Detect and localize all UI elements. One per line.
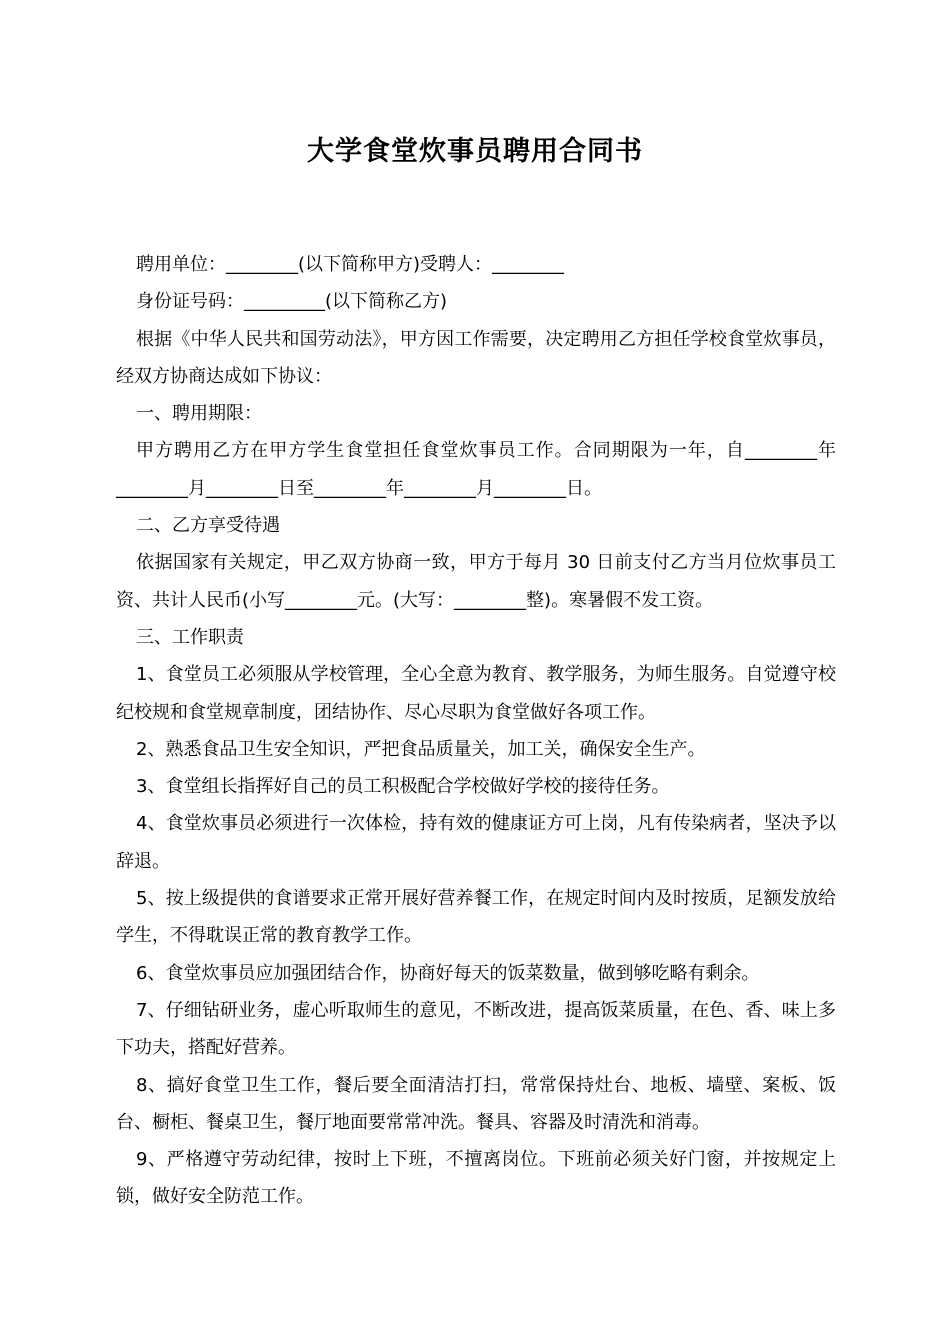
benefits-paragraph: 依据国家有关规定，甲乙双方协商一致，甲方于每月 30 日前支付乙方当月位炊事员工资、共计人民币(小写________元。(大写：________整)。寒暑假不发工资。 — [116, 552, 836, 611]
duty-item-6: 6、食堂炊事员应加强团结合作，协商好每天的饭菜数量，做到够吃略有剩余。 — [136, 962, 760, 984]
term-paragraph: 甲方聘用乙方在甲方学生食堂担任食堂炊事员工作。合同期限为一年，自________年________月________日至________年________月________日。 — [116, 440, 836, 499]
document-title: 大学食堂炊事员聘用合同书 — [307, 136, 643, 167]
duty-item-9: 9、严格遵守劳动纪律，按时上下班，不擅离岗位。下班前必须关好门窗，并按规定上锁，做好安全防范工作。 — [116, 1149, 836, 1208]
section-heading-benefits: 二、乙方享受待遇 — [136, 515, 280, 537]
document-body — [116, 246, 836, 1216]
duty-item-5: 5、按上级提供的食谱要求正常开展好营养餐工作，在规定时间内及时按质，足额发放给学生，不得耽误正常的教育教学工作。 — [116, 888, 836, 947]
section-heading-term: 一、聘用期限： — [136, 403, 262, 425]
duty-item-4: 4、食堂炊事员必须进行一次体检，持有效的健康证方可上岗，凡有传染病者，坚决予以辞退。 — [116, 813, 836, 872]
duty-item-2: 2、熟悉食品卫生安全知识，严把食品质量关，加工关，确保安全生产。 — [136, 738, 706, 760]
intro-paragraph: 根据《中华人民共和国劳动法》，甲方因工作需要，决定聘用乙方担任学校食堂炊事员，经双方协商达成如下协议： — [116, 328, 836, 387]
duty-item-7: 7、仔细钻研业务，虚心听取师生的意见，不断改进，提高饭菜质量，在色、香、味上多下功夫，搭配好营养。 — [116, 999, 836, 1059]
duty-item-1: 1、食堂员工必须服从学校管理，全心全意为教育、教学服务，为师生服务。自觉遵守校纪校规和食堂规章制度，团结协作、尽心尽职为食堂做好各项工作。 — [116, 664, 836, 723]
duty-item-3: 3、食堂组长指挥好自己的员工积极配合学校做好学校的接待任务。 — [136, 776, 670, 798]
id-number-line: 身份证号码：_________(以下简称乙方) — [136, 291, 448, 313]
employer-line: 聘用单位：________(以下简称甲方)受聘人：________ — [136, 254, 565, 275]
duty-item-8: 8、搞好食堂卫生工作，餐后要全面清洁打扫，常常保持灶台、地板、墙壁、案板、饭台、橱柜、餐桌卫生，餐厅地面要常常冲洗。餐具、容器及时清洗和消毒。 — [116, 1074, 836, 1133]
section-heading-duties: 三、工作职责 — [136, 626, 244, 648]
